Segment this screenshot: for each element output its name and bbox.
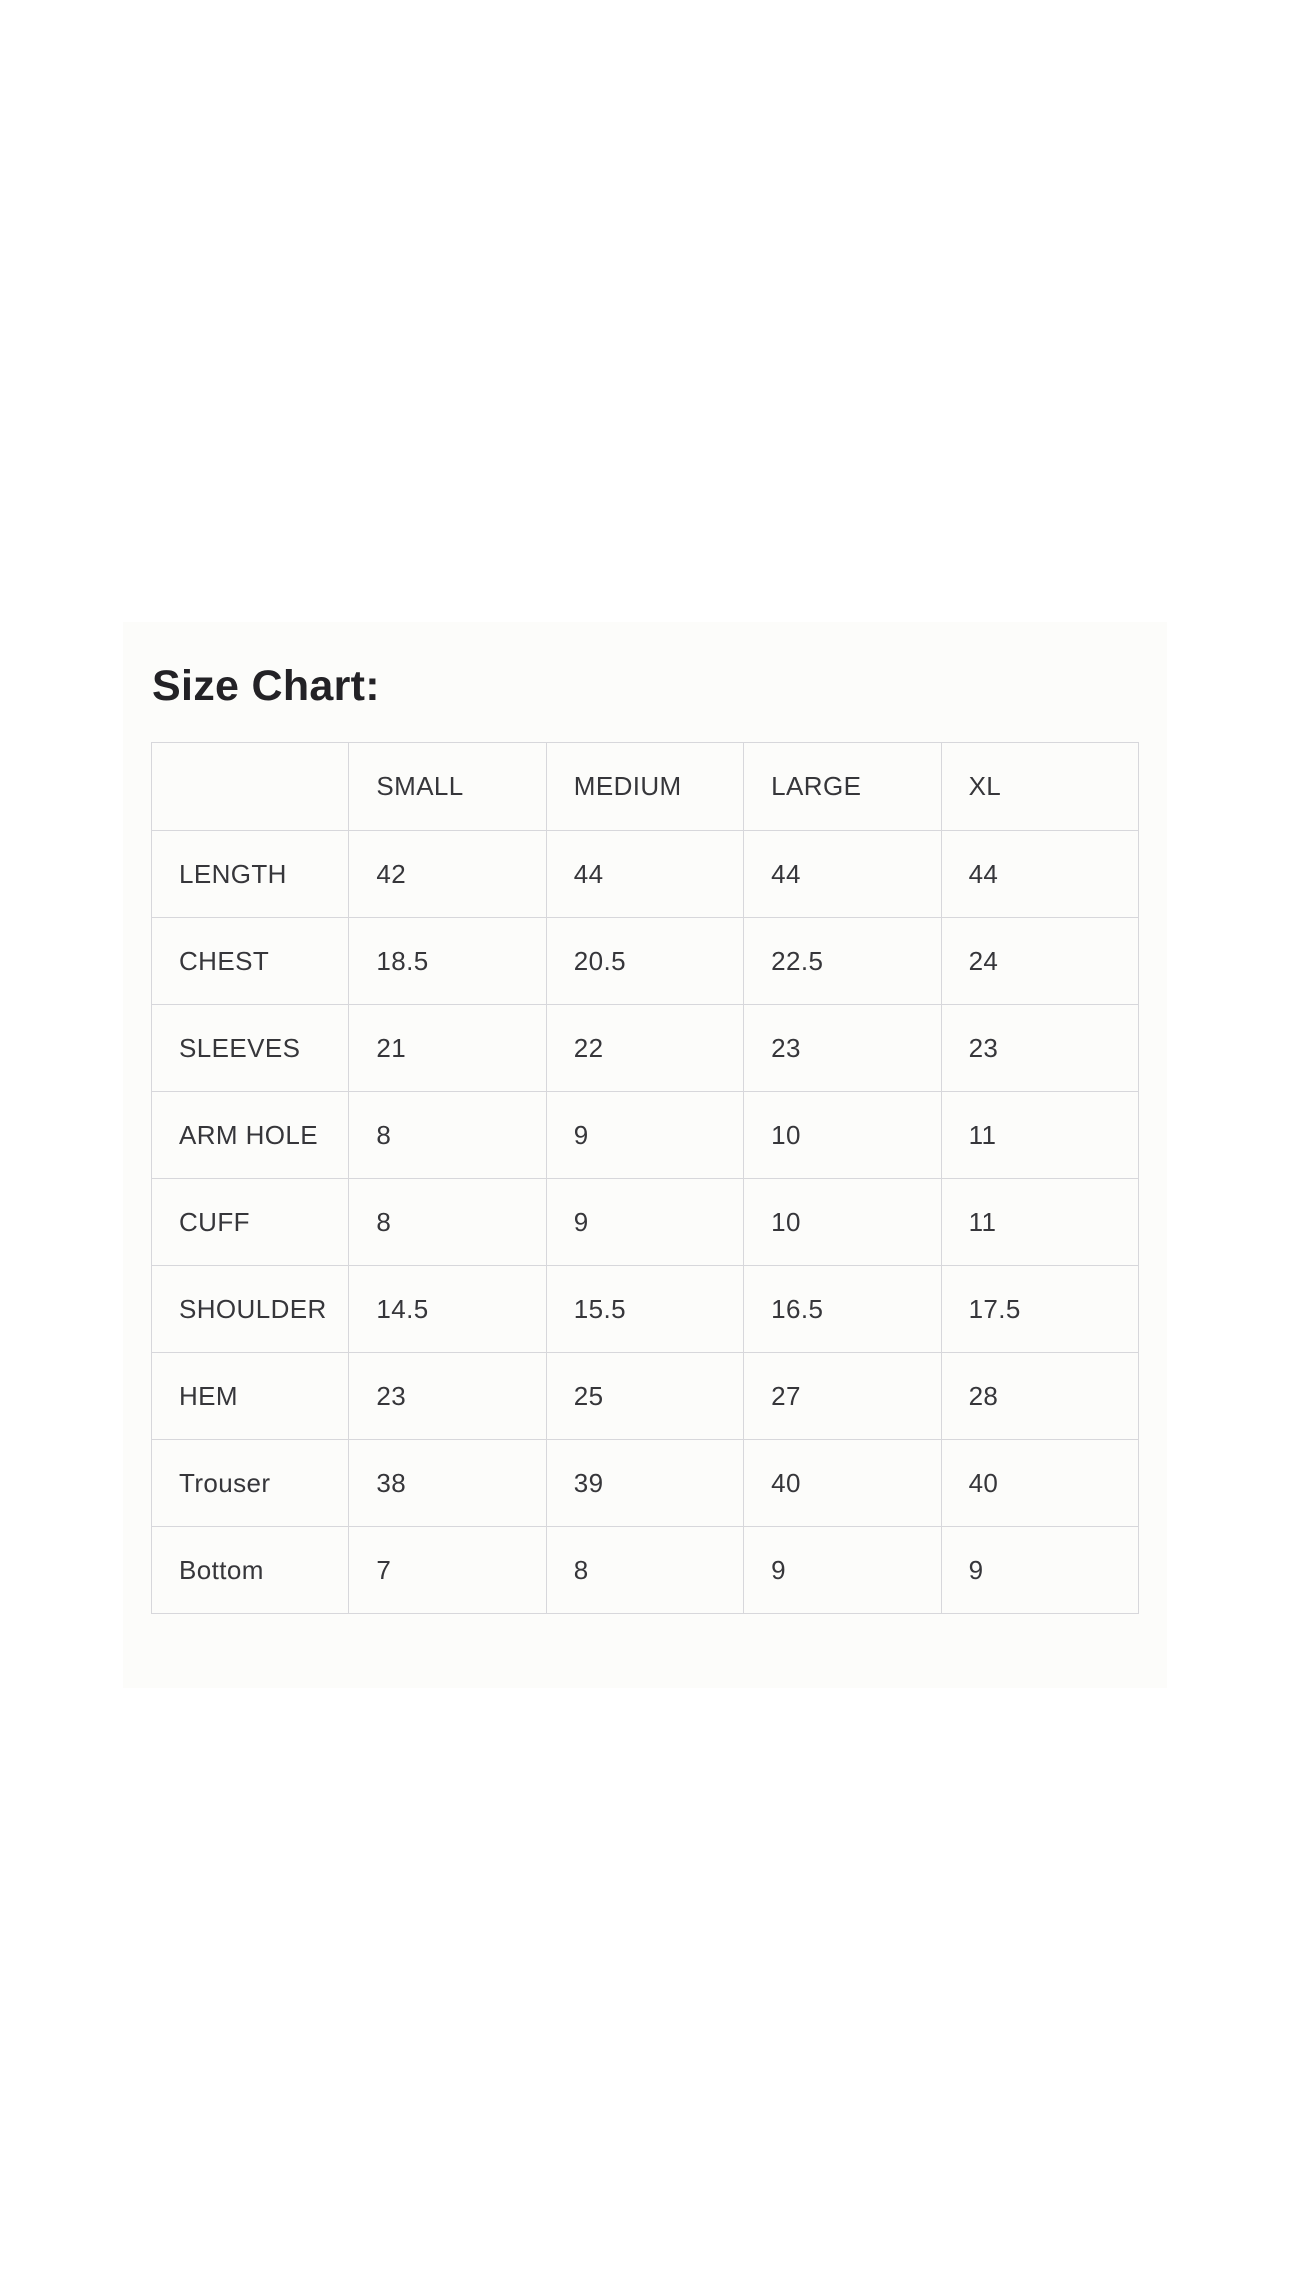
table-cell: 44 <box>744 831 941 918</box>
table-cell: 9 <box>744 1527 941 1614</box>
size-chart-table <box>151 742 1139 1614</box>
table-cell: 7 <box>349 1527 546 1614</box>
table-cell: 27 <box>744 1353 941 1440</box>
table-cell: 42 <box>349 831 546 918</box>
header-row <box>152 743 1139 831</box>
table-cell: 20.5 <box>546 918 743 1005</box>
table-cell: 16.5 <box>744 1266 941 1353</box>
table-row-shoulder <box>152 1266 1139 1353</box>
table-row-chest <box>152 918 1139 1005</box>
table-cell: 8 <box>349 1092 546 1179</box>
table-cell: 38 <box>349 1440 546 1527</box>
row-label: CUFF <box>152 1179 349 1266</box>
table-row-length <box>152 831 1139 918</box>
table-cell: 9 <box>941 1527 1138 1614</box>
table-cell: 17.5 <box>941 1266 1138 1353</box>
row-label: CHEST <box>152 918 349 1005</box>
table-cell: 40 <box>941 1440 1138 1527</box>
table-row-hem <box>152 1353 1139 1440</box>
table-cell: 11 <box>941 1092 1138 1179</box>
row-label: SHOULDER <box>152 1266 349 1353</box>
header-cell-small: SMALL <box>349 743 546 831</box>
table-cell: 23 <box>744 1005 941 1092</box>
table-cell: 21 <box>349 1005 546 1092</box>
table-cell: 9 <box>546 1092 743 1179</box>
table-row-sleeves <box>152 1005 1139 1092</box>
table-cell: 23 <box>349 1353 546 1440</box>
row-label: Trouser <box>152 1440 349 1527</box>
row-label: SLEEVES <box>152 1005 349 1092</box>
table-cell: 25 <box>546 1353 743 1440</box>
table-cell: 28 <box>941 1353 1138 1440</box>
table-cell: 15.5 <box>546 1266 743 1353</box>
table-cell: 24 <box>941 918 1138 1005</box>
table-cell: 18.5 <box>349 918 546 1005</box>
table-cell: 10 <box>744 1179 941 1266</box>
table-cell: 39 <box>546 1440 743 1527</box>
table-cell: 40 <box>744 1440 941 1527</box>
table-row-bottom <box>152 1527 1139 1614</box>
row-label: ARM HOLE <box>152 1092 349 1179</box>
table-cell: 44 <box>546 831 743 918</box>
table-cell: 8 <box>546 1527 743 1614</box>
row-label: HEM <box>152 1353 349 1440</box>
row-label: Bottom <box>152 1527 349 1614</box>
header-cell-blank <box>152 743 349 831</box>
table-cell: 9 <box>546 1179 743 1266</box>
table-cell: 22.5 <box>744 918 941 1005</box>
size-chart-title: Size Chart: <box>152 662 380 710</box>
table-cell: 23 <box>941 1005 1138 1092</box>
table-cell: 8 <box>349 1179 546 1266</box>
header-cell-large: LARGE <box>744 743 941 831</box>
header-cell-medium: MEDIUM <box>546 743 743 831</box>
table-cell: 10 <box>744 1092 941 1179</box>
table-cell: 11 <box>941 1179 1138 1266</box>
table-cell: 22 <box>546 1005 743 1092</box>
table-cell: 44 <box>941 831 1138 918</box>
table-cell: 14.5 <box>349 1266 546 1353</box>
table-row-arm-hole <box>152 1092 1139 1179</box>
header-cell-xl: XL <box>941 743 1138 831</box>
row-label: LENGTH <box>152 831 349 918</box>
table-row-trouser <box>152 1440 1139 1527</box>
table-row-cuff <box>152 1179 1139 1266</box>
